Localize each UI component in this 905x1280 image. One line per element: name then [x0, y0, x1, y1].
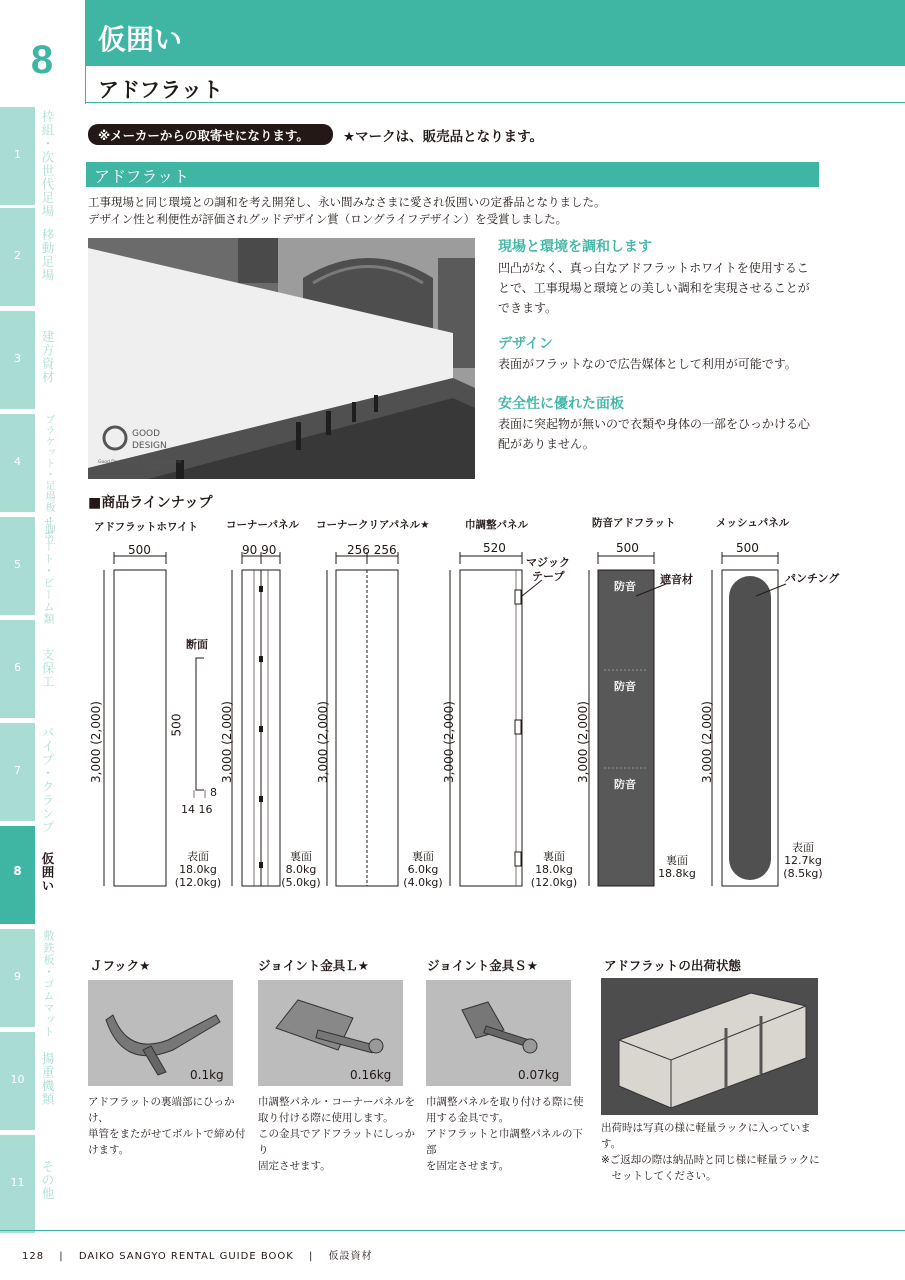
soundproof-mark: 防音 — [614, 680, 636, 693]
section-dimension-8: 8 — [210, 786, 217, 799]
sidebar-tab-label: 建方資材 — [40, 330, 55, 384]
sidebar-tab-number: 1 — [14, 148, 21, 161]
height-dimension: 3,000 (2,000) — [576, 701, 590, 783]
accessory-weight: 0.1kg — [190, 1068, 224, 1082]
height-dimension: 3,000 (2,000) — [700, 701, 714, 783]
sidebar-tab-number: 8 — [13, 864, 22, 878]
soundproof-mark: 防音 — [614, 778, 636, 791]
sidebar-tab-label: パイプ・クランプ — [40, 726, 55, 834]
product-name: メッシュパネル — [716, 517, 790, 529]
height-dimension: 3,000 (2,000) — [442, 701, 456, 783]
weight-value: 8.0kg — [285, 863, 317, 876]
weight-value-alt: (12.0kg) — [174, 876, 222, 889]
sidebar-tab-label: その他 — [40, 1160, 55, 1201]
section-dimension: 500 — [169, 713, 184, 737]
sidebar-tab-label: 枠組・次世代足場 — [40, 110, 55, 218]
width-dimension: 256 256 — [347, 543, 397, 557]
description-line: ※ご返却の際は納品時と同じ様に軽量ラックに — [601, 1154, 820, 1166]
weight-face: 表面 — [187, 850, 209, 863]
description-line: 取り付ける際に使用します。 — [258, 1112, 394, 1124]
feature-body: 凹凸がなく、真っ白なアドフラットホワイトを使用することで、工事現場と環境との美しい調和を実現させることができます。 — [498, 261, 810, 315]
width-dimension: 500 — [616, 541, 639, 555]
weight-value-alt: (12.0kg) — [530, 876, 578, 889]
footer — [22, 1247, 373, 1262]
site-photo — [88, 238, 475, 479]
description-line: を固定させます。 — [426, 1160, 510, 1172]
page-title: 仮囲い — [98, 23, 183, 56]
feature-heading: 現場と環境を調和します — [498, 239, 652, 255]
sidebar-tab-label: 支保工 — [40, 648, 55, 689]
title-bar — [86, 0, 905, 66]
product-name: コーナークリアパネル★ — [316, 519, 430, 531]
lineup-heading: ■商品ラインナップ — [88, 495, 213, 511]
section-intro — [88, 194, 818, 228]
intro-line: 工事現場と同じ環境との調和を考え開発し、永い間みなさまに愛され仮囲いの定番品となりました。 — [88, 195, 606, 209]
sidebar-tab-number: 6 — [14, 661, 21, 674]
product-name: アドフラットホワイト — [94, 521, 199, 533]
accessory-title: Ｊフック★ — [90, 958, 151, 973]
section-dimension-bottom: 14 16 — [181, 803, 213, 816]
weight-face: 裏面 — [543, 850, 565, 863]
weight-value: 12.7kg — [784, 854, 822, 867]
weight-value: 18.8kg — [658, 867, 696, 880]
shipping-photo — [601, 978, 818, 1115]
description-line: 固定させます。 — [258, 1160, 331, 1172]
sidebar-tab-label: 移動足場 — [40, 228, 55, 282]
sidebar-tab-number: 10 — [10, 1073, 25, 1086]
weight-face: 裏面 — [290, 850, 312, 863]
description-line: 単管をまたがせてボルトで締め付 — [88, 1128, 246, 1140]
subtitle-rule — [86, 102, 905, 103]
description-line: アドフラットの裏端部にひっかけ、 — [88, 1096, 235, 1124]
accessory-description — [88, 1094, 248, 1158]
shipping-illustration — [601, 978, 818, 1115]
description-line: この金具でアドフラットにしっかり — [258, 1128, 415, 1156]
product-weight — [276, 850, 326, 889]
good-design-logo-text: GOOD — [132, 429, 161, 439]
description-line: けます。 — [88, 1144, 130, 1156]
accessory-weight: 0.07kg — [518, 1068, 560, 1082]
width-dimension: 500 — [736, 541, 759, 555]
accessory-weight: 0.16kg — [350, 1068, 392, 1082]
weight-face: 裏面 — [412, 850, 434, 863]
weight-value: 18.0kg — [535, 863, 573, 876]
accessory-title: ジョイント金具Ｌ★ — [258, 958, 369, 973]
weight-value-alt: (8.5kg) — [783, 867, 823, 880]
weight-face: 裏面 — [666, 854, 688, 867]
weight-value-alt: (4.0kg) — [403, 876, 443, 889]
book-title: DAIKO SANGYO RENTAL GUIDE BOOK — [78, 1251, 294, 1262]
sidebar-tab-number: 3 — [14, 352, 21, 365]
category: 仮設資材 — [328, 1251, 373, 1262]
description-line: 巾調整パネルを取り付ける際に使 — [426, 1096, 584, 1108]
weight-value: 18.0kg — [179, 863, 217, 876]
good-design-logo-text: DESIGN — [132, 441, 167, 451]
width-dimension: 500 — [128, 543, 151, 557]
height-dimension: 3,000 (2,000) — [89, 701, 103, 783]
chapter-number: 8 — [0, 0, 84, 104]
sidebar-tab-number: 4 — [14, 455, 21, 468]
feature-body: 表面に突起物が無いので衣類や身体の一部をひっかける心配がありません。 — [498, 417, 811, 451]
product-name: コーナーパネル — [226, 519, 299, 531]
sidebar-tab-number: 9 — [14, 970, 21, 983]
accessory-title: ジョイント金具Ｓ★ — [427, 958, 538, 973]
width-dimension: 90 90 — [242, 543, 277, 557]
feature-body: 表面がフラットなので広告媒体として利用が可能です。 — [498, 357, 797, 371]
accessory-description — [426, 1094, 586, 1174]
order-note-badge: ※メーカーからの取寄せになります。 — [88, 124, 333, 145]
page-subtitle: アドフラット — [98, 78, 223, 102]
weight-value-alt: (5.0kg) — [281, 876, 321, 889]
weight-value: 6.0kg — [407, 863, 439, 876]
description-line: 用する金具です。 — [426, 1112, 510, 1124]
product-weight — [398, 850, 448, 889]
accessory-description — [258, 1094, 418, 1174]
sidebar-tab-label: 仮囲い — [40, 852, 55, 893]
weight-face: 表面 — [792, 841, 814, 854]
footer-separator: | — [298, 1251, 325, 1262]
sidebar-tab-label: ブラケット・足場板・脚立 — [43, 414, 54, 546]
sidebar-tab-label: 敷鉄板・ゴムマット — [42, 930, 55, 1038]
sidebar-tab-number: 5 — [14, 558, 21, 571]
feature-heading: 安全性に優れた面板 — [498, 396, 624, 412]
product-weight — [168, 850, 228, 889]
footer-rule — [0, 1230, 905, 1231]
section-title: アドフラット — [86, 162, 819, 187]
product-weight — [524, 850, 584, 889]
product-name: 巾調整パネル — [465, 519, 528, 531]
sidebar-tab-number: 11 — [10, 1176, 25, 1189]
sidebar-tab-number: 2 — [14, 249, 21, 262]
product-weight — [778, 841, 828, 880]
magic-tape-label: テープ — [532, 570, 565, 583]
site-photo-illustration — [88, 238, 475, 479]
accessory-description — [601, 1120, 821, 1184]
description-line: アドフラットと巾調整パネルの下部 — [426, 1128, 583, 1156]
star-note: ★マークは、販売品となります。 — [343, 129, 544, 145]
footer-separator: | — [48, 1251, 75, 1262]
intro-line: デザイン性と利便性が評価されグッドデザイン賞（ロングライフデザイン）を受賞しました。 — [88, 212, 568, 226]
product-name: 防音アドフラット — [592, 517, 676, 529]
sidebar-tab-number: 7 — [14, 764, 21, 777]
magic-tape-label: マジック — [526, 556, 570, 569]
feature-heading: デザイン — [498, 336, 554, 352]
description-line: 巾調整パネル・コーナーパネルを — [258, 1096, 415, 1108]
lineup-drawings — [86, 536, 826, 892]
soundproof-mark: 防音 — [614, 580, 636, 593]
shield-material-label: 遮音材 — [660, 573, 693, 586]
product-weight — [652, 854, 702, 880]
sidebar-tab-label: サポート・ビーム類 — [42, 517, 55, 625]
height-dimension: 3,000 (2,000) — [220, 701, 234, 783]
award-caption: Good Design Long Life Design Award — [98, 460, 182, 465]
width-dimension: 520 — [483, 541, 506, 555]
height-dimension: 3,000 (2,000) — [316, 701, 330, 783]
accessory-title: アドフラットの出荷状態 — [604, 958, 741, 973]
sidebar-tab-label: 揚重機類 — [40, 1052, 55, 1106]
section-label: 断面 — [186, 638, 208, 651]
description-line: セットしてください。 — [601, 1170, 717, 1182]
page-number: 128 — [22, 1251, 45, 1262]
punching-label: パンチング — [785, 572, 840, 585]
description-line: 出荷時は写真の様に軽量ラックに入っています。 — [601, 1122, 811, 1150]
award-caption: ADFLAT — [143, 466, 161, 471]
